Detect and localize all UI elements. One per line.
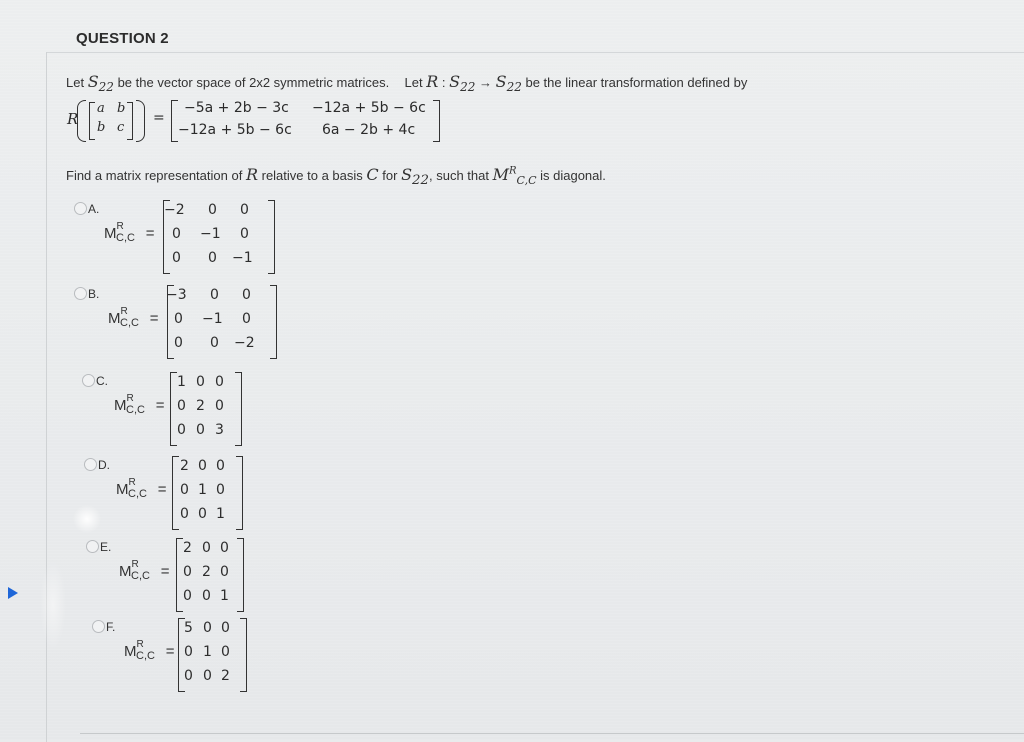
matrix-cell: 1	[220, 588, 229, 604]
statement-let2: Let	[404, 75, 423, 90]
option-letter: A.	[88, 202, 100, 216]
matrix-cell: 3	[215, 422, 224, 438]
def-r1c1: −5a + 2b − 3c	[184, 100, 289, 116]
statement-let: Let	[66, 75, 85, 90]
matrix-label: $M^R$ C,C =	[114, 393, 165, 416]
matrix-cell: 0	[208, 250, 217, 266]
matrix-cell: 0	[216, 458, 225, 474]
def-output-bracket-left	[171, 100, 178, 142]
matrix-cell: 0	[172, 226, 181, 242]
matrix-cell: 0	[183, 564, 192, 580]
matrix-cell: −1	[202, 311, 223, 327]
def-a: a	[97, 101, 105, 116]
statement-R: R	[426, 72, 439, 91]
arrow-icon: →	[478, 75, 492, 90]
transformation-definition	[67, 100, 467, 142]
option-letter: F.	[106, 620, 116, 634]
matrix-cell: 0	[174, 335, 183, 351]
play-arrow-icon[interactable]	[8, 587, 18, 599]
matrix-cell: 0	[202, 540, 211, 556]
statement-colon: :	[441, 75, 446, 90]
matrix-bracket-right	[240, 618, 247, 692]
statement-linear-transformation: be the linear transformation defined by	[525, 75, 748, 90]
prompt-M: $M^R_{C,C}$	[492, 165, 537, 188]
option-radio[interactable]	[74, 202, 87, 215]
prompt-S22: $S_{22}$	[401, 165, 430, 189]
def-paren-right	[136, 100, 145, 142]
matrix-cell: 0	[180, 506, 189, 522]
matrix-label: $M^R$ C,C =	[116, 477, 167, 500]
statement-codomain: $S_{22}$	[495, 72, 522, 95]
answer-option[interactable]	[0, 372, 300, 452]
def-equals: =	[153, 110, 165, 126]
matrix-cell: 0	[180, 482, 189, 498]
matrix-label: $M^R$ C,C =	[124, 639, 175, 662]
matrix-cell: 0	[174, 311, 183, 327]
matrix-bracket-right	[237, 538, 244, 612]
statement-vector-space: be the vector space of 2x2 symmetric matrices.	[117, 75, 390, 90]
option-letter: C.	[96, 374, 108, 388]
def-r2c2: 6a − 2b + 4c	[322, 122, 416, 138]
matrix-bracket-right	[268, 200, 275, 274]
matrix-bracket-left	[170, 372, 177, 446]
matrix-cell: 0	[220, 540, 229, 556]
option-radio[interactable]	[74, 287, 87, 300]
matrix-cell: 0	[208, 202, 217, 218]
matrix-cell: 1	[203, 644, 212, 660]
matrix-cell: 2	[196, 398, 205, 414]
prompt-R: R	[245, 165, 258, 184]
matrix-cell: −2	[164, 202, 185, 218]
matrix-bracket-right	[270, 285, 277, 359]
option-radio[interactable]	[82, 374, 95, 387]
matrix-cell: 1	[198, 482, 207, 498]
def-input-bracket-right	[127, 102, 133, 140]
def-output-bracket-right	[433, 100, 440, 142]
option-letter: D.	[98, 458, 110, 472]
def-b: b	[117, 101, 126, 116]
matrix-bracket-left	[172, 456, 179, 530]
answer-option[interactable]	[0, 285, 300, 365]
matrix-cell: 0	[184, 668, 193, 684]
question-prompt	[66, 165, 606, 188]
prompt-text-3: for	[382, 168, 398, 183]
matrix-cell: 0	[221, 644, 230, 660]
matrix-cell: 0	[203, 668, 212, 684]
matrix-cell: 0	[172, 250, 181, 266]
def-c: c	[117, 120, 125, 135]
prompt-text-5: is diagonal.	[540, 168, 606, 183]
matrix-cell: −1	[232, 250, 253, 266]
matrix-cell: 2	[202, 564, 211, 580]
matrix-cell: 0	[184, 644, 193, 660]
matrix-bracket-right	[235, 372, 242, 446]
matrix-cell: 0	[183, 588, 192, 604]
statement-s22: $S_{22}$	[87, 72, 114, 95]
question-title: QUESTION 2	[76, 30, 169, 47]
question-divider-top	[46, 52, 1024, 53]
matrix-cell: 0	[203, 620, 212, 636]
matrix-cell: 0	[215, 374, 224, 390]
matrix-cell: 2	[180, 458, 189, 474]
matrix-cell: 0	[220, 564, 229, 580]
matrix-cell: 0	[196, 374, 205, 390]
matrix-cell: 2	[221, 668, 230, 684]
prompt-text-4: , such that	[429, 168, 489, 183]
bottom-divider	[80, 733, 1024, 734]
matrix-cell: −2	[234, 335, 255, 351]
matrix-cell: 0	[202, 588, 211, 604]
matrix-label: $M^R$ C,C =	[119, 559, 170, 582]
matrix-cell: 1	[177, 374, 186, 390]
def-input-bracket-left	[89, 102, 95, 140]
answer-option[interactable]	[0, 200, 300, 280]
matrix-cell: −1	[200, 226, 221, 242]
matrix-label: $M^R$ C,C =	[108, 306, 159, 329]
matrix-cell: 5	[184, 620, 193, 636]
matrix-cell: 0	[210, 335, 219, 351]
prompt-text-1: Find a matrix representation of	[66, 168, 243, 183]
matrix-cell: 0	[242, 311, 251, 327]
matrix-cell: 0	[177, 398, 186, 414]
matrix-cell: −3	[166, 287, 187, 303]
matrix-bracket-left	[176, 538, 183, 612]
matrix-cell: 0	[196, 422, 205, 438]
prompt-text-2: relative to a basis	[261, 168, 363, 183]
prompt-C: C	[366, 165, 379, 184]
def-b2: b	[97, 120, 106, 135]
def-R: R	[67, 110, 79, 128]
option-radio[interactable]	[92, 620, 105, 633]
matrix-cell: 0	[221, 620, 230, 636]
def-r2c1: −12a + 5b − 6c	[178, 122, 292, 138]
answer-option[interactable]	[0, 456, 300, 536]
matrix-cell: 0	[242, 287, 251, 303]
matrix-cell: 0	[198, 506, 207, 522]
glare-2	[40, 560, 66, 650]
option-letter: E.	[100, 540, 112, 554]
matrix-cell: 0	[210, 287, 219, 303]
option-radio[interactable]	[86, 540, 99, 553]
matrix-bracket-right	[236, 456, 243, 530]
matrix-label: $M^R$ C,C =	[104, 221, 155, 244]
matrix-cell: 0	[198, 458, 207, 474]
question-statement	[66, 72, 747, 94]
matrix-cell: 0	[177, 422, 186, 438]
glare	[72, 505, 102, 533]
statement-domain: $S_{22}$	[449, 72, 476, 95]
def-paren-left	[77, 100, 86, 142]
def-r1c2: −12a + 5b − 6c	[312, 100, 426, 116]
matrix-cell: 2	[183, 540, 192, 556]
matrix-cell: 1	[216, 506, 225, 522]
matrix-cell: 0	[240, 202, 249, 218]
option-letter: B.	[88, 287, 100, 301]
matrix-cell: 0	[215, 398, 224, 414]
matrix-cell: 0	[240, 226, 249, 242]
option-radio[interactable]	[84, 458, 97, 471]
matrix-cell: 0	[216, 482, 225, 498]
